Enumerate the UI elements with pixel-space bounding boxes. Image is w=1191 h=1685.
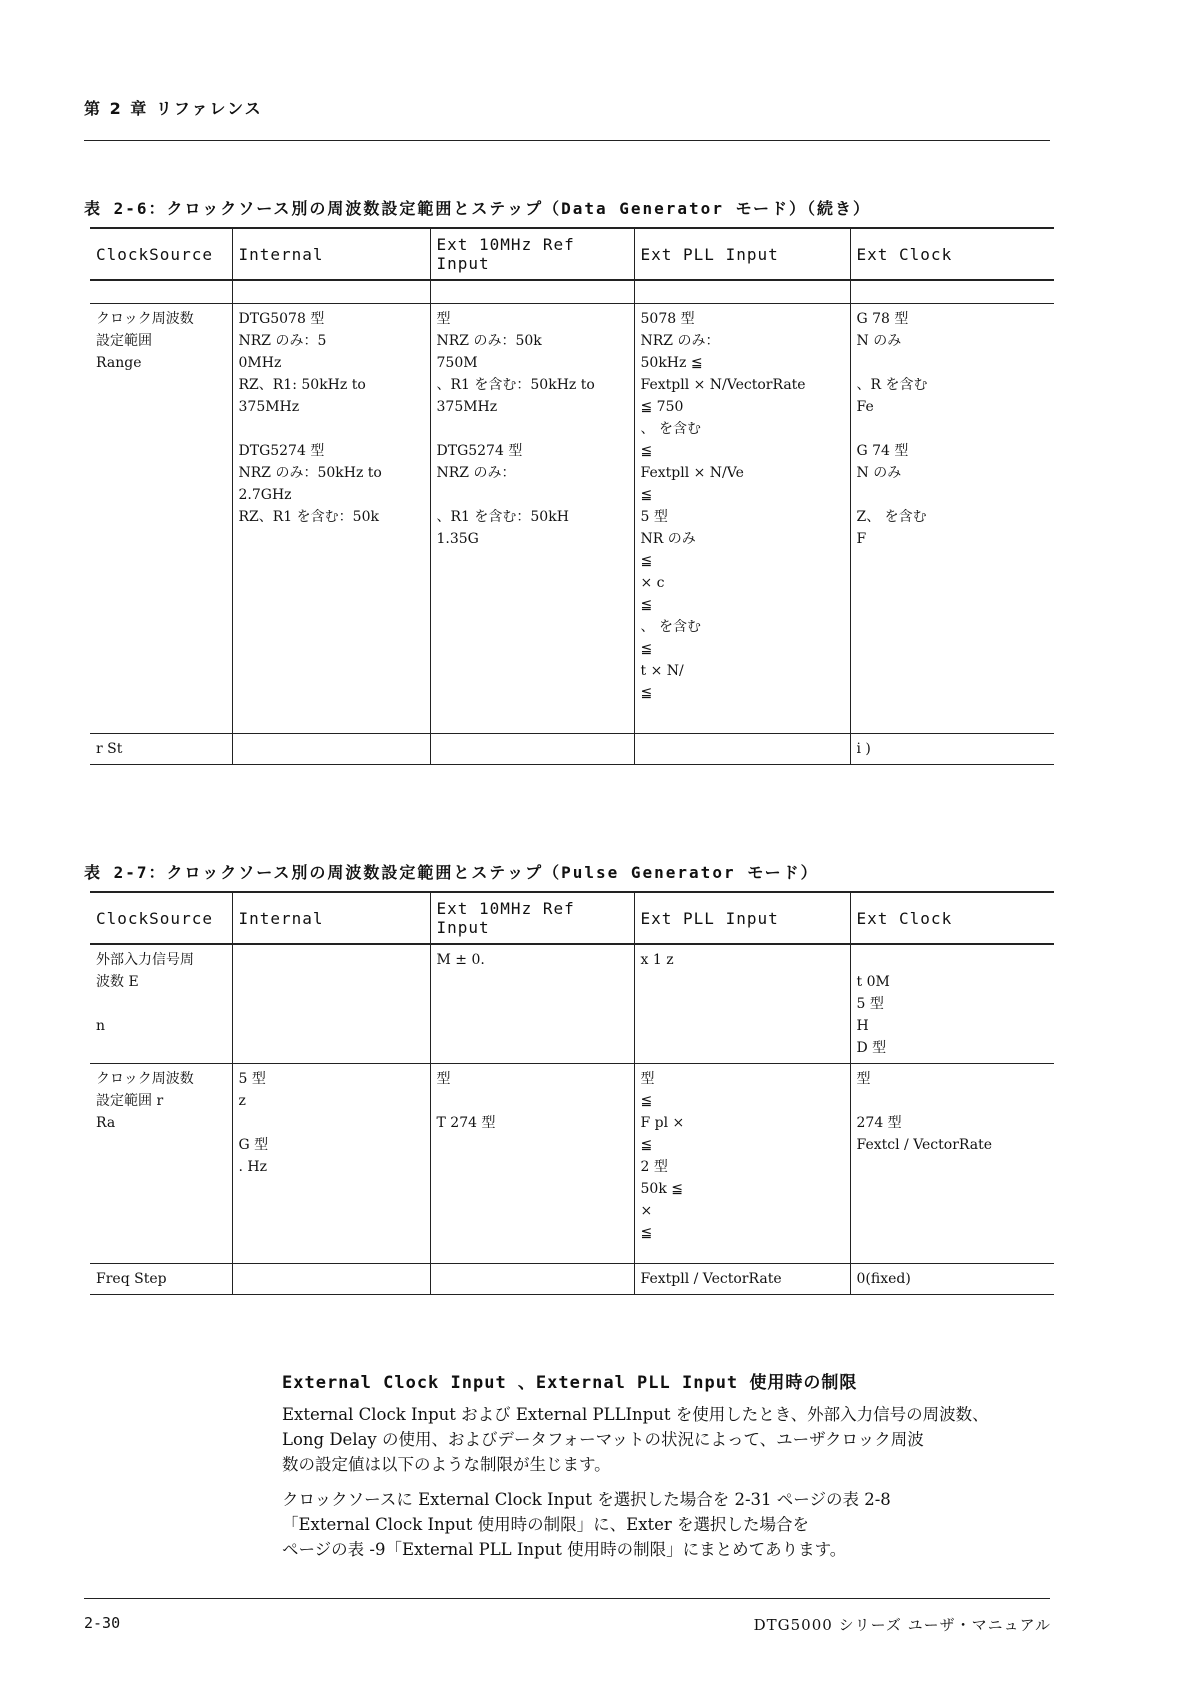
- text-line: 5078 型: [640, 311, 695, 327]
- table-row: [90, 280, 1054, 304]
- text-line: DTG5274 型: [238, 443, 325, 459]
- text-line: NRZ のみ：50kHz to: [238, 465, 382, 481]
- text-line: [857, 352, 1049, 374]
- extpll-cell: [634, 304, 850, 734]
- extpll-cell: [634, 944, 850, 1064]
- internal-cell: [232, 1264, 430, 1295]
- text-line: [857, 418, 1049, 440]
- text-line: ≦ 750: [640, 399, 684, 415]
- text-line: ≦: [640, 1225, 653, 1241]
- table-row: [90, 1064, 1054, 1264]
- text-line: NRZ のみ：50k: [436, 333, 542, 349]
- ext10mhz-cell: [430, 734, 634, 765]
- text-line: NRZ のみ：: [640, 333, 720, 349]
- ext10mhz-cell: [430, 1064, 634, 1264]
- table-row: [90, 304, 1054, 734]
- text-line: Z、 を含む: [856, 509, 927, 525]
- text-line: [857, 1090, 1049, 1112]
- col-header-internal: Internal: [232, 228, 430, 280]
- text-line: 外部入力信号周: [96, 952, 194, 968]
- text-line: 型: [856, 1071, 871, 1087]
- text-line: 、 を含む: [640, 619, 701, 635]
- table-row: [90, 944, 1054, 1064]
- text-line: 1.35G: [436, 531, 479, 547]
- text-line: 型: [436, 1071, 451, 1087]
- text-line: z: [238, 1093, 246, 1109]
- text-line: ≦: [640, 1137, 653, 1153]
- col-header-clocksource: ClockSource: [90, 228, 232, 280]
- text-line: 設定範囲: [96, 333, 152, 349]
- text-line: N のみ: [856, 465, 902, 481]
- col-header-internal: Internal: [232, 892, 430, 944]
- ext10mhz-cell: [430, 1264, 634, 1295]
- text-line: [239, 1112, 424, 1134]
- text-line: 、R を含む: [856, 377, 928, 393]
- text-line: 0MHz: [238, 355, 282, 371]
- table-2-6: [90, 227, 1054, 765]
- text-line: [437, 484, 628, 506]
- extpll-cell: Fextpll / VectorRate: [634, 1264, 850, 1295]
- text-line: T 274 型: [436, 1115, 496, 1131]
- text-line: 「External Clock Input 使用時の制限」に、Exter を選択した場合を: [282, 1515, 810, 1534]
- ext10mhz-cell: [430, 304, 634, 734]
- text-line: t 0M: [856, 974, 890, 990]
- table-row: [90, 1264, 1054, 1295]
- text-line: ≦: [640, 1093, 653, 1109]
- section-paragraph-2: [282, 1487, 1052, 1562]
- text-line: ≦: [640, 685, 653, 701]
- text-line: 274 型: [856, 1115, 902, 1131]
- text-line: Fextcl / VectorRate: [856, 1137, 993, 1153]
- internal-cell: [232, 944, 430, 1064]
- text-line: RZ、R1 を含む：50k: [238, 509, 379, 525]
- text-line: 750M: [436, 355, 478, 371]
- internal-cell: [232, 1064, 430, 1264]
- header-rule: [84, 140, 1050, 141]
- col-header-ext10mhz: Ext 10MHz Ref Input: [430, 892, 634, 944]
- internal-cell: [232, 304, 430, 734]
- text-line: . Hz: [238, 1159, 267, 1175]
- text-line: [437, 1090, 628, 1112]
- col-header-extclock: Ext Clock: [850, 228, 1054, 280]
- text-line: ≦: [640, 443, 653, 459]
- row-label: [90, 304, 232, 734]
- text-line: Fextpll × N/VectorRate: [640, 377, 806, 393]
- text-line: 型: [640, 1071, 655, 1087]
- footer-rule: [84, 1598, 1050, 1599]
- text-line: 2.7GHz: [238, 487, 292, 503]
- ext10mhz-cell: [430, 944, 634, 1064]
- manual-title: DTG5000 シリーズ ユーザ・マニュアル: [753, 1616, 1051, 1634]
- table-row: [90, 734, 1054, 765]
- text-line: 5 型: [856, 996, 884, 1012]
- text-line: [857, 949, 1049, 971]
- text-line: ≦: [640, 597, 653, 613]
- text-line: Long Delay の使用、およびデータフォーマットの状況によって、ユーザクロック周波: [282, 1430, 924, 1449]
- internal-cell: [232, 734, 430, 765]
- text-line: G 74 型: [856, 443, 909, 459]
- text-line: RZ、R1: 50kHz to: [238, 377, 366, 393]
- text-line: [239, 418, 424, 440]
- text-line: [96, 993, 226, 1015]
- text-line: DTG5078 型: [238, 311, 325, 327]
- extclock-cell: i ): [850, 734, 1054, 765]
- text-line: t × N/: [640, 663, 684, 679]
- text-line: [437, 418, 628, 440]
- text-line: NRZ のみ：: [436, 465, 516, 481]
- text-line: M ± 0.: [436, 952, 485, 968]
- row-label: [90, 1064, 232, 1264]
- text-line: G 型: [238, 1137, 269, 1153]
- col-header-ext10mhz: Ext 10MHz Ref Input: [430, 228, 634, 280]
- extpll-cell: [634, 1064, 850, 1264]
- row-label: Freq Step: [90, 1264, 232, 1295]
- text-line: 、R1 を含む：50kHz to: [436, 377, 595, 393]
- text-line: NR のみ: [640, 531, 696, 547]
- text-line: N のみ: [856, 333, 902, 349]
- col-header-extpll: Ext PLL Input: [634, 892, 850, 944]
- extclock-cell: [850, 304, 1054, 734]
- col-header-clocksource: ClockSource: [90, 892, 232, 944]
- text-line: 、R1 を含む：50kH: [436, 509, 569, 525]
- text-line: [857, 484, 1049, 506]
- row-label: [90, 944, 232, 1064]
- text-line: ≦: [640, 553, 653, 569]
- text-line: H: [856, 1018, 869, 1034]
- text-line: 型: [436, 311, 451, 327]
- col-header-extpll: Ext PLL Input: [634, 228, 850, 280]
- table-2-7-caption: 表 2-7：クロックソース別の周波数設定範囲とステップ（Pulse Generator モード）: [84, 863, 819, 882]
- section-title: External Clock Input 、External PLL Input 使用時の制限: [282, 1373, 858, 1393]
- text-line: NRZ のみ：5: [238, 333, 327, 349]
- text-line: 375MHz: [238, 399, 300, 415]
- extclock-cell: [850, 944, 1054, 1064]
- text-line: 、 を含む: [640, 421, 701, 437]
- text-line: F: [856, 531, 867, 547]
- row-label: r St: [90, 734, 232, 765]
- col-header-extclock: Ext Clock: [850, 892, 1054, 944]
- extclock-cell: 0(fixed): [850, 1264, 1054, 1295]
- text-line: 5 型: [238, 1071, 266, 1087]
- text-line: G 78 型: [856, 311, 909, 327]
- text-line: クロック周波数: [96, 1071, 194, 1087]
- text-line: n: [96, 1018, 106, 1034]
- table-2-7: [90, 891, 1054, 1295]
- text-line: External Clock Input および External PLLInput を使用したとき、外部入力信号の周波数、: [282, 1405, 989, 1424]
- extpll-cell: [634, 734, 850, 765]
- text-line: 2 型: [640, 1159, 668, 1175]
- table-2-6-caption: 表 2-6：クロックソース別の周波数設定範囲とステップ（Data Generator モード）（続き）: [84, 199, 871, 218]
- text-line: Fextpll × N/Ve: [640, 465, 744, 481]
- page-number: 2-30: [84, 1614, 121, 1632]
- text-line: D 型: [856, 1040, 887, 1056]
- text-line: 50k ≦: [640, 1181, 683, 1197]
- text-line: ≦: [640, 487, 653, 503]
- text-line: Range: [96, 355, 142, 371]
- text-line: 波数 E: [96, 974, 139, 990]
- section-paragraph-1: [282, 1402, 1052, 1477]
- text-line: Fe: [856, 399, 874, 415]
- chapter-header: 第 2 章 リファレンス: [84, 99, 263, 118]
- extclock-cell: [850, 1064, 1054, 1264]
- text-line: ≦: [640, 641, 653, 657]
- text-line: 50kHz ≦: [640, 355, 703, 371]
- text-line: クロック周波数: [96, 311, 194, 327]
- text-line: 5 型: [640, 509, 668, 525]
- text-line: ×: [640, 1203, 653, 1219]
- text-line: 設定範囲 r: [96, 1093, 164, 1109]
- text-line: 375MHz: [436, 399, 498, 415]
- text-line: 数の設定値は以下のような制限が生じます。: [282, 1455, 611, 1474]
- text-line: Ra: [96, 1115, 116, 1131]
- text-line: F pl ×: [640, 1115, 685, 1131]
- text-line: DTG5274 型: [436, 443, 523, 459]
- text-line: クロックソースに External Clock Input を選択した場合を 2-31 ページの表 2-8: [282, 1490, 891, 1509]
- text-line: ページの表 -9「External PLL Input 使用時の制限」にまとめてあります。: [282, 1540, 847, 1559]
- text-line: × c: [640, 575, 665, 591]
- text-line: x 1 z: [640, 952, 674, 968]
